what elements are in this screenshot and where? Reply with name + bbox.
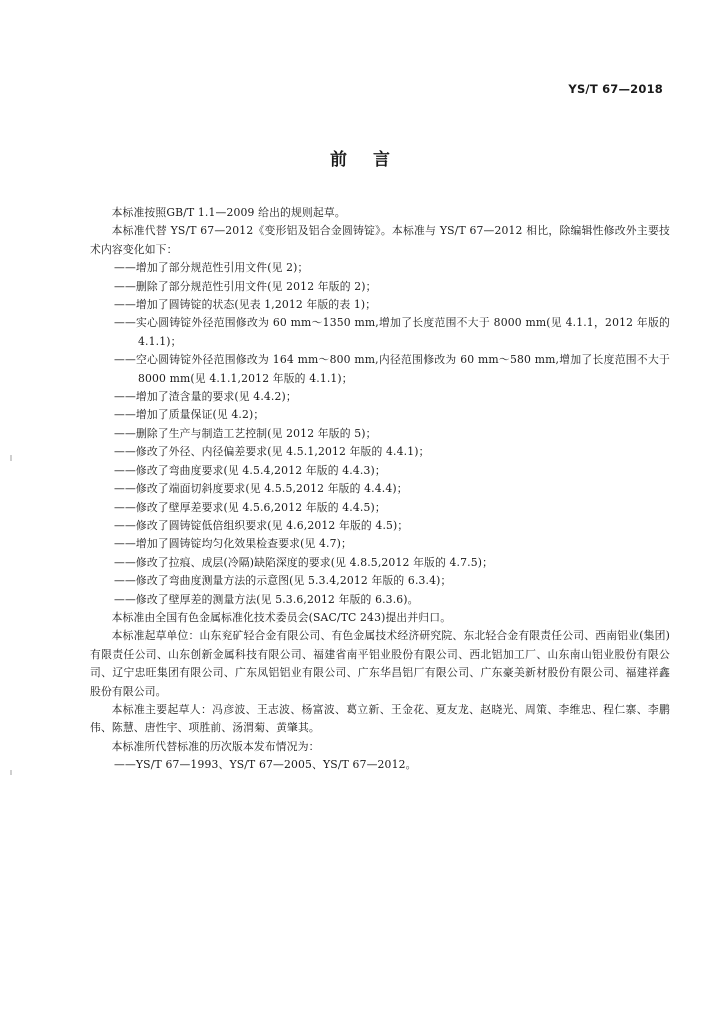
list-item: ——增加了渣含量的要求(见 4.4.2)； <box>114 390 297 404</box>
paragraph-drafting-rules: 本标准按照GB/T 1.1—2009 给出的规则起草。 <box>111 206 346 219</box>
list-item: ——增加了部分规范性引用文件(见 2)； <box>114 261 309 275</box>
list-item: ——空心圆铸锭外径范围修改为 164 mm～800 mm,内径范围修改为 60 mm～580 mm,增加了长度范围不大于 8000 mm(见 4.1.1,2012 年版的 4.1.1)； <box>114 353 670 385</box>
list-item: ——实心圆铸锭外径范围修改为 60 mm～1350 mm,增加了长度范围不大于 8000 mm(见 4.1.1，2012 年版的 4.1.1)； <box>114 316 670 348</box>
list-item: ——增加了圆铸锭的状态(见表 1,2012 年版的表 1)； <box>114 298 377 312</box>
paragraph-history-intro: 本标准所代替标准的历次版本发布情况为： <box>111 739 320 753</box>
list-item: ——增加了质量保证(见 4.2)； <box>114 408 265 422</box>
list-item: ——修改了圆铸锭低倍组织要求(见 4.6,2012 年版的 4.5)； <box>114 518 409 532</box>
paragraph-replacement: 本标准代替 YS/T 67—2012《变形铝及铝合金圆铸锭》。本标准与 YS/T 67—2012 相比，除编辑性修改外主要技术内容变化如下： <box>90 224 670 256</box>
standard-code: YS/T 67—2018 <box>568 82 663 96</box>
scan-mark <box>10 770 12 775</box>
list-item: ——修改了壁厚差的测量方法(见 5.3.6,2012 年版的 6.3.6)。 <box>114 592 419 606</box>
document-body <box>90 204 670 775</box>
paragraph-committee: 本标准由全国有色金属标准化技术委员会(SAC/TC 243)提出并归口。 <box>111 610 452 624</box>
history-item: ——YS/T 67—1993、YS/T 67—2005、YS/T 67—2012。 <box>114 758 417 772</box>
list-item: ——删除了生产与制造工艺控制(见 2012 年版的 5)； <box>114 426 377 440</box>
paragraph-drafting-units: 本标准起草单位：山东兖矿轻合金有限公司、有色金属技术经济研究院、东北轻合金有限责任公司、西南铝业(集团)有限责任公司、山东创新金属科技有限公司、福建省南平铝业股份有限公司、西北铝加工厂、山东南山铝业股份有限公司、辽宁忠旺集团有限公司、广东凤铝铝业有限公司、广东华昌铝厂有限公司、广东豪美新材股份有限公司、福建祥鑫股份有限公司。 <box>90 629 670 698</box>
paragraph-drafters: 本标准主要起草人：冯彦波、王志波、杨富波、葛立新、王金花、夏友龙、赵晓光、周策、李维忠、程仁寨、李鹏伟、陈慧、唐性宇、项胜前、汤渭菊、黄肇其。 <box>90 702 670 735</box>
list-item: ——修改了弯曲度要求(见 4.5.4,2012 年版的 4.4.3)； <box>114 463 386 477</box>
list-item: ——增加了圆铸锭均匀化效果检查要求(见 4.7)； <box>114 537 352 551</box>
list-item: ——修改了拉痕、成层(冷隔)缺陷深度的要求(见 4.8.5,2012 年版的 4.7.5)； <box>114 555 494 569</box>
page-title: 前言 <box>330 150 416 170</box>
list-item: ——修改了壁厚差要求(见 4.5.6,2012 年版的 4.4.5)； <box>114 500 386 514</box>
change-list <box>90 259 670 609</box>
list-item: ——删除了部分规范性引用文件(见 2012 年版的 2)； <box>114 279 377 293</box>
scan-mark <box>10 455 12 461</box>
list-item: ——修改了外径、内径偏差要求(见 4.5.1,2012 年版的 4.4.1)； <box>114 445 430 459</box>
list-item: ——修改了弯曲度测量方法的示意图(见 5.3.4,2012 年版的 6.3.4)； <box>114 574 452 588</box>
list-item: ——修改了端面切斜度要求(见 4.5.5,2012 年版的 4.4.4)； <box>114 482 408 496</box>
